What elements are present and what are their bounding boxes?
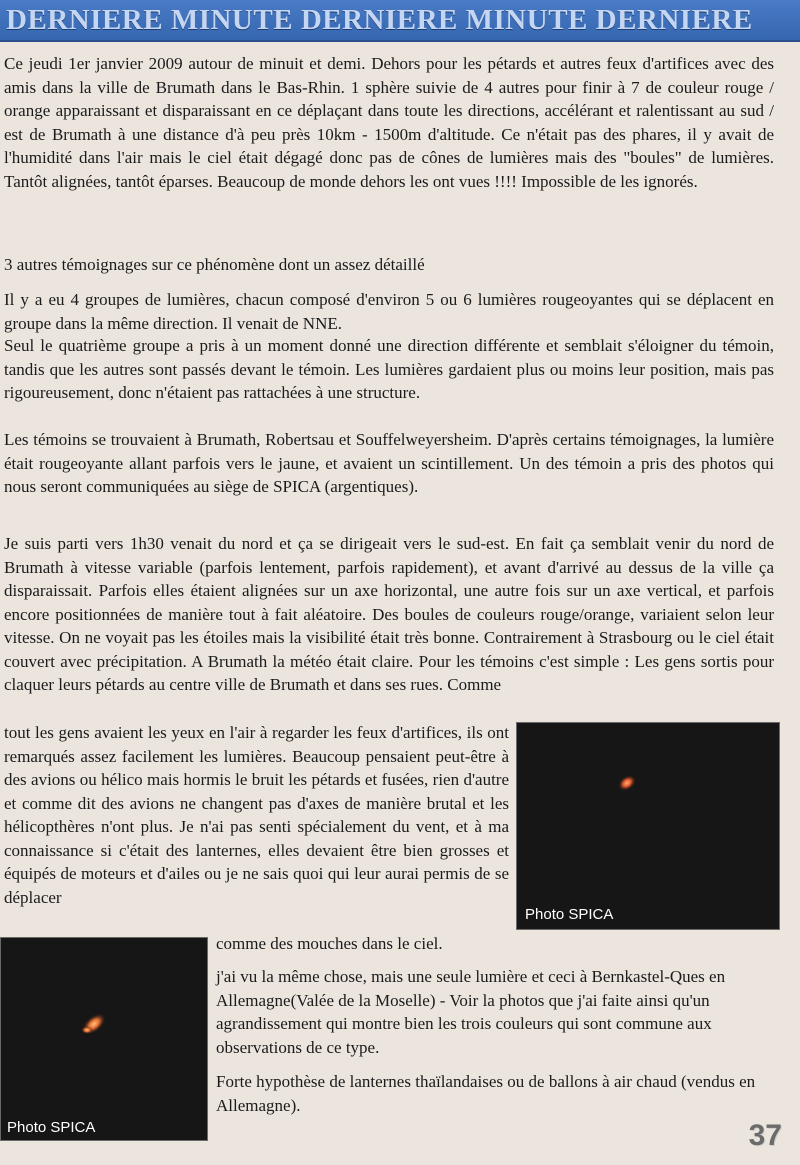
paragraph-witnesses: Les témoins se trouvaient à Brumath, Robertsau et Souffelweyersheim. D'après certains témoignages, la lumière était rougeoyante allant parfois vers le jaune, et avaient un scintillement. Un des témoin a pris des photos qui nous seront communiquées au siège de SPICA (argentiques). (4, 430, 774, 496)
paragraph-fourth-group: Seul le quatrième groupe a pris à un moment donné une direction différente et semblait s'éloigner du témoin, tandis que les autres sont passés devant le témoin. Les lumières gardaient plus ou moins leur position, mais pas rigoureusement, donc n'étaient pas rattachées à une structure. (4, 336, 774, 402)
photo-caption-2: Photo SPICA (7, 1119, 96, 1136)
paragraph-departure: Je suis parti vers 1h30 venait du nord et ça se dirigeait vers le sud-est. En fait ça semblait venir du nord de Brumath à vitesse variable (parfois lentement, parfois rapidement), et avant d'arrivé au dessus de la ville ça disparaissait. Parfois elles étaient alignées sur un axe horizontal, une autre fois sur un axe vertical, et parfois encore positionnées de manière tout à fait aléatoire. Des boules de couleurs rouge/orange, variaient selon leur vitesse. On ne voyait pas les étoiles mais la visibilité était très bonne. Contrairement à Strasbourg ou le ciel était couvert avec précipitation. A Brumath la météo était claire. Pour les témoins c'est simple : Les gens sortis pour claquer leurs pétards au centre ville de Brumath et dans ses rues. Comme (4, 534, 774, 694)
light-orb-2 (1, 938, 207, 1140)
paragraph-hypothesis: Forte hypothèse de lanternes thaïlandaises ou de ballons à air chaud (vendus en Allemagne). (216, 1072, 756, 1115)
paragraph-sighting-brumath: Ce jeudi 1er janvier 2009 autour de minuit et demi. Dehors pour les pétards et autres feux d'artifices avec des amis dans la ville de Brumath dans le Bas-Rhin. 1 sphère suivie de 4 autres pour finir à 7 de couleur rouge / orange apparaissant et disparaissant en ce déplaçant dans toute les directions, accélérant et ralentissant au sud / est de Brumath à une distance d'à peu près 10km - 1500m d'altitude. Ce n'était pas des phares, il y avait de l'humidité dans l'air mais le ciel était dégagé donc pas de cônes de lumières mais des "boules" de lumières. Tantôt alignées, tantôt éparses. Beaucoup de monde dehors les ont vues !!!! Impossible de les ignorés. (4, 54, 774, 191)
paragraph-flies: comme des mouches dans le ciel. (216, 934, 443, 953)
photo-night-sky-2 (0, 937, 208, 1141)
paragraph-four-groups: Il y a eu 4 groupes de lumières, chacun composé d'environ 5 ou 6 lumières rougeoyantes qui se déplacent en groupe dans la même direction. Il venait de NNE. (4, 290, 774, 333)
light-orb-1 (517, 723, 779, 929)
page-number: 37 (748, 1119, 782, 1152)
photo-caption-1: Photo SPICA (525, 906, 614, 923)
headline-text: DERNIERE MINUTE DERNIERE MINUTE DERNIERE (6, 4, 753, 36)
paragraph-other-testimonies: 3 autres témoignages sur ce phénomène dont un assez détaillé (4, 255, 425, 274)
paragraph-bernkastel: j'ai vu la même chose, mais une seule lumière et ceci à Bernkastel-Ques en Allemagne(Valée de la Moselle) - Voir la photos que j'ai faite ainsi qu'un agrandissement qui montre bien les trois couleurs qui sont commune aux observations de ce type. (216, 967, 726, 1057)
headline-banner (0, 0, 800, 42)
paragraph-fireworks: tout les gens avaient les yeux en l'air à regarder les feux d'artifices, ils ont remarqués assez facilement les lumières. Beaucoup pensaient peut-être à des avions ou hélico mais hormis le bruit les pétards et fusées, rien d'autre et comme dit des avions ne changent pas d'axes de manière brutal et les hélicopthères n'ont plus. Je n'ai pas senti spécialement du vent, et à ma connaissance si c'était des lanternes, elles devaient être bien grosses et équipés de moteurs et d'ailes ou je ne sais quoi qui leur aurai permis de se déplacer (4, 723, 509, 907)
photo-night-sky-1 (516, 722, 780, 930)
